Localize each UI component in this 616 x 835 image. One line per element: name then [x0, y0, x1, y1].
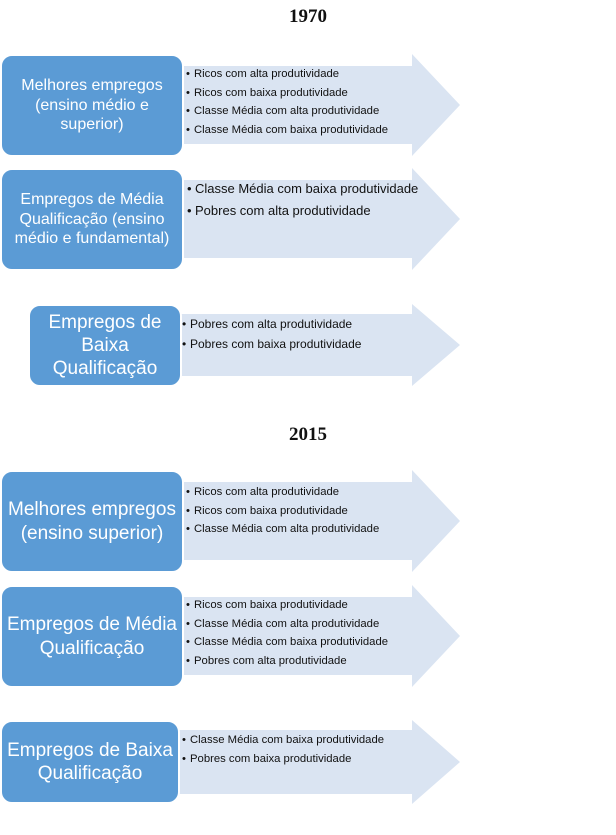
job-category-box [0, 168, 184, 271]
list-item: • Pobres com baixa produtividade [182, 334, 361, 354]
list-item: • Ricos com baixa produtividade [186, 596, 388, 615]
list-item: • Pobres com alta produtividade [186, 652, 388, 671]
workers-list [186, 483, 379, 539]
workers-list [182, 731, 384, 768]
job-category-label: Empregos de Baixa Qualificação [7, 739, 173, 784]
job-category-label: Empregos de Média Qualificação (ensino médio e fundamental) [14, 191, 170, 248]
job-category-box [0, 470, 184, 573]
list-item: • Classe Média com alta produtividade [186, 520, 379, 539]
list-item: • Ricos com baixa produtividade [186, 84, 388, 103]
job-category-box [0, 720, 180, 804]
list-item: • Classe Média com alta produtividade [186, 102, 388, 121]
workers-list [187, 180, 422, 221]
list-item: • Classe Média com baixa produtividade [186, 121, 388, 140]
workers-list [182, 314, 361, 354]
job-category-label: Melhores empregos (ensino superior) [8, 499, 176, 544]
job-category-box [0, 585, 184, 688]
job-category-box [28, 304, 182, 387]
list-item: • Ricos com alta produtividade [186, 483, 379, 502]
workers-list [186, 65, 388, 139]
job-category-label: Melhores empregos (ensino médio e superior) [21, 77, 163, 134]
list-item: • Classe Média com alta produtividade [186, 615, 388, 634]
list-item: • Ricos com alta produtividade [186, 65, 388, 84]
job-category-box [0, 54, 184, 157]
list-item: • Ricos com baixa produtividade [186, 502, 379, 521]
list-item: • Classe Média com baixa produtividade [187, 180, 422, 198]
list-item: • Pobres com alta produtividade [182, 314, 361, 334]
workers-list [186, 596, 388, 670]
list-item: • Classe Média com baixa produtividade [182, 731, 384, 750]
section-title-2015: 2015 [289, 424, 327, 445]
list-item: • Pobres com alta produtividade [187, 201, 422, 221]
list-item: • Pobres com baixa produtividade [182, 750, 384, 769]
list-item: • Classe Média com baixa produtividade [186, 633, 388, 652]
job-category-label: Empregos de Baixa Qualificação [48, 311, 162, 380]
job-category-label: Empregos de Média Qualificação [6, 614, 178, 659]
section-title-1970: 1970 [289, 6, 327, 27]
